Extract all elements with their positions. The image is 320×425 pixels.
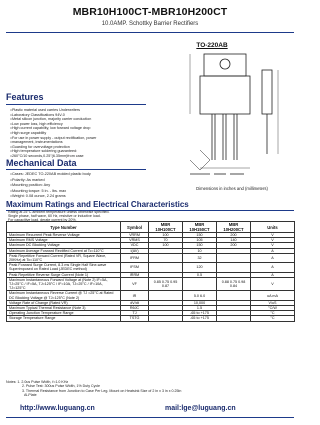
mechanical-list <box>10 172 160 200</box>
value-150ct: 10,000 <box>183 300 217 305</box>
mechanical-heading: Mechanical Data <box>6 158 77 168</box>
value-200ct <box>217 316 251 321</box>
param-symbol: RθJC <box>121 306 149 311</box>
heatsink-tab <box>204 54 246 76</box>
table-row <box>7 277 295 291</box>
value-150ct: 150 <box>183 233 217 238</box>
value-200ct: 200 <box>217 243 251 248</box>
value-150ct: -65 to +175 <box>183 316 217 321</box>
value-100ct <box>149 291 183 300</box>
value-200ct: 200 <box>217 233 251 238</box>
value-150ct: 32 <box>183 253 217 262</box>
page-subtitle: 10.0AMP. Schottky Barrier Rectifiers <box>101 21 199 27</box>
ratings-table <box>6 221 295 322</box>
param-name: Maximum Instantaneous Reverse Current @ TJ =25°C at Rated DC Blocking Voltage @ TJ=125°C (Note 2) <box>7 291 121 300</box>
bottom-divider <box>6 417 294 418</box>
table-row <box>7 253 295 262</box>
mechanical-item: □ Cases: JEDEC TO-220AB molded plastic body <box>10 172 160 178</box>
value-200ct <box>217 263 251 272</box>
param-symbol: IFSM <box>121 263 149 272</box>
value-150ct: 1.5 <box>183 306 217 311</box>
column-header: Symbol <box>121 222 149 233</box>
column-header: Units <box>251 222 295 233</box>
features-divider <box>6 104 146 105</box>
param-name: Operating Junction Temperature Range <box>7 311 121 316</box>
param-unit: V/uS <box>251 300 295 305</box>
param-symbol: VDC <box>121 243 149 248</box>
mounting-hole <box>220 59 230 69</box>
param-symbol: VRMS <box>121 238 149 243</box>
param-unit: uA mA <box>251 291 295 300</box>
value-100ct <box>149 263 183 272</box>
param-symbol: TSTG <box>121 316 149 321</box>
ratings-heading: Maximum Ratings and Electrical Characteristics <box>6 200 189 209</box>
value-150ct <box>183 277 217 291</box>
package-label: TO-220AB <box>196 42 228 49</box>
param-unit: °C/W <box>251 306 295 311</box>
value-200ct <box>217 291 251 300</box>
mechanical-item: □ Mounting torque: 5 in. - lbs. max <box>10 189 160 195</box>
feature-item: □ High current capability, low forward voltage drop <box>10 126 160 131</box>
pin-marker <box>190 150 210 170</box>
value-150ct: 5.0 6.0 <box>183 291 217 300</box>
value-150ct: 150 <box>183 243 217 248</box>
feature-item: □ High temperature soldering guaranteed: <box>10 149 160 154</box>
side-view-body <box>262 70 272 114</box>
param-name: Maximum DC Blocking Voltage <box>7 243 121 248</box>
note-line: Al-Plate <box>24 393 37 398</box>
mechanical-item: □ Mounting position: Any <box>10 183 160 189</box>
column-header: MBR 10H100CT <box>149 222 183 233</box>
rating-note: For capacitive load, derate current by 20%. <box>8 218 77 222</box>
table-row <box>7 263 295 272</box>
website-link[interactable]: http://www.luguang.cn <box>20 405 95 412</box>
param-symbol: TJ <box>121 311 149 316</box>
param-unit: V <box>251 277 295 291</box>
mechanical-divider <box>6 169 146 170</box>
mechanical-item: □ Weight: 0.08 ounce, 2.24 grams <box>10 194 160 200</box>
notes-block <box>6 380 294 398</box>
package-outline-drawing <box>170 50 294 182</box>
note-line: 2. Pulse Test: 300us Pulse Width, 1% Duty Cycle <box>22 384 101 389</box>
value-200ct: 0.88 0.75 0.98 0.84 <box>217 277 251 291</box>
param-symbol: dV/dt <box>121 300 149 305</box>
param-symbol: IR <box>121 291 149 300</box>
feature-item: □ Guarding for overvoltage protection <box>10 145 160 150</box>
value-100ct <box>149 253 183 262</box>
param-name: Peak Repetitive Forward Current (Rated VR, Square Wave, 20KHz) at Tc=110°C <box>7 253 121 262</box>
param-unit: °C <box>251 316 295 321</box>
value-100ct: 0.85 0.75 0.95 0.87 <box>149 277 183 291</box>
value-100ct <box>149 316 183 321</box>
feature-item: □ Low power loss, high efficiency <box>10 122 160 127</box>
param-unit: A <box>251 253 295 262</box>
rating-note: Single phase, half wave, 60 Hz, resistive or inductive load. <box>8 214 101 218</box>
rating-note: Rating at 25°C ambient temperature unless otherwise specified. <box>8 210 110 214</box>
mechanical-item: □ Polarity: As marked <box>10 178 160 184</box>
param-name: Voltage Rate of Change (Rated VR) <box>7 300 121 305</box>
top-divider <box>6 32 294 33</box>
dimensions-caption: Dimensions in inches and (millimeters) <box>196 186 268 191</box>
param-name: Maximum Recurrent Peak Reverse Voltage <box>7 233 121 238</box>
note-line: Notes: 1. 2.0us Pulse Width, f=1.0 KHz <box>6 380 69 384</box>
value-100ct: 70 <box>149 238 183 243</box>
value-200ct <box>217 253 251 262</box>
param-symbol: IRRM <box>121 272 149 277</box>
column-header: Type Number <box>7 222 121 233</box>
param-unit: A <box>251 272 295 277</box>
param-unit: A <box>251 263 295 272</box>
param-unit: V <box>251 233 295 238</box>
feature-item: □ Metal silicon junction, majority carrier conduction <box>10 117 160 122</box>
param-name: Maximum Typical Thermal Resistance (Note 3) <box>7 306 121 311</box>
param-name: Maximum Instantaneous Forward Voltage at (Note 2) IF=5A, TJ=25°C / IF=5A, TJ=125°C / IF=10A, TJ=25°C / IF=10A, TJ=125°C <box>7 277 121 291</box>
value-200ct: 140 <box>217 238 251 243</box>
feature-item: □ For use in power supply - output rectification, power <box>10 136 160 141</box>
feature-item: □ Laboratory Classifications 94V-0 <box>10 113 160 118</box>
param-name: Peak Forward Surge Current, 8.3 ms Single Half Sine-wave Superimposed on Rated Load (JEDEC method) <box>7 263 121 272</box>
column-header: MBR 10H200CT <box>217 222 251 233</box>
param-name: Peak Repetitive Reverse Surge Current (Note 1) <box>7 272 121 277</box>
column-header: MBR 10H150CT <box>183 222 217 233</box>
param-unit: A <box>251 248 295 253</box>
table-row <box>7 316 295 321</box>
param-symbol: IFRM <box>121 253 149 262</box>
param-symbol: I(AV) <box>121 248 149 253</box>
table-header-row <box>7 222 295 233</box>
package-body <box>200 76 250 114</box>
value-150ct: 120 <box>183 263 217 272</box>
value-150ct: 10 <box>183 248 217 253</box>
param-unit: V <box>251 243 295 248</box>
param-unit: °C <box>251 311 295 316</box>
feature-item: □ 260°C/10 seconds,0.25"(6.35mm)from case <box>10 154 160 159</box>
param-name: Storage Temperature Range <box>7 316 121 321</box>
feature-item: □ management, instrumentations <box>10 140 160 145</box>
param-name: Maximum RMS Voltage <box>7 238 121 243</box>
page-title: MBR10H100CT-MBR10H200CT <box>72 6 228 18</box>
value-100ct: 100 <box>149 243 183 248</box>
table-row <box>7 291 295 300</box>
features-list <box>10 108 160 159</box>
value-100ct: 100 <box>149 233 183 238</box>
feature-item: □ High surge capability <box>10 131 160 136</box>
note-line: 3. Thermal Resistance from Junction to Case Per Leg. Mount on Heatsink Size of 2 in x 3 in x 0.25in <box>22 388 182 393</box>
value-150ct: 105 <box>183 238 217 243</box>
features-heading: Features <box>6 92 44 102</box>
email-link[interactable]: mail:lge@luguang.cn <box>165 405 236 412</box>
feature-item: □ Plastic material used carries Underwriters <box>10 108 160 113</box>
param-symbol: VRRM <box>121 233 149 238</box>
param-unit: V <box>251 238 295 243</box>
param-name: Maximum Average Forward Rectified Current at Tc=110°C <box>7 248 121 253</box>
value-150ct: -65 to +175 <box>183 311 217 316</box>
value-150ct: 0.5 <box>183 272 217 277</box>
param-symbol: VF <box>121 277 149 291</box>
